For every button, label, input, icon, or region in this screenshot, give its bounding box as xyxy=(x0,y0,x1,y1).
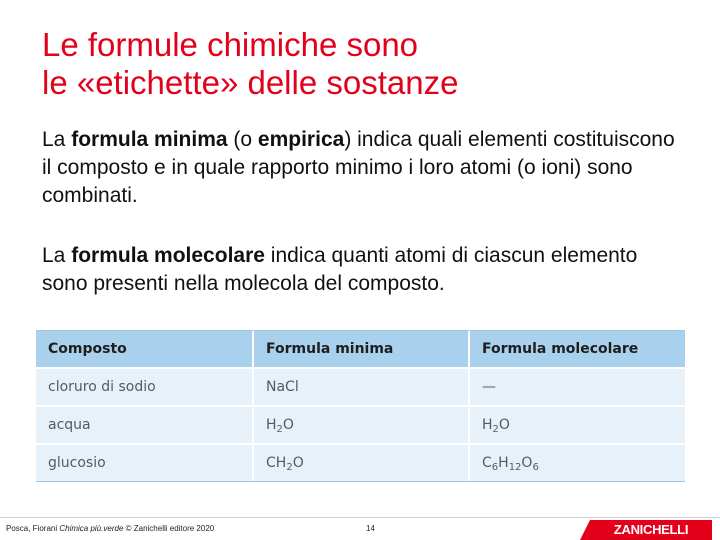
table-row xyxy=(36,367,685,405)
formula-molecolare-cell: — xyxy=(468,367,685,405)
formula-subscript: 2 xyxy=(286,462,293,473)
header-formula-molecolare: Formula molecolare xyxy=(468,331,685,367)
zanichelli-logo: ZANICHELLI xyxy=(590,520,712,540)
p2-pre: La xyxy=(42,244,72,267)
formula-subscript: 2 xyxy=(276,424,283,435)
table-row xyxy=(36,405,685,443)
paragraph-formula-minima xyxy=(42,126,682,210)
slide-title-line-2: le «etichette» delle sostanze xyxy=(42,64,459,101)
formula-molecolare-cell: $H_2O$ xyxy=(468,405,685,443)
compound-cell: acqua xyxy=(36,405,252,443)
formula-table xyxy=(36,330,685,482)
table-header-row xyxy=(36,331,685,367)
page-number: 14 xyxy=(366,524,375,533)
formula-subscript: 12 xyxy=(508,462,522,473)
formula-minima-cell: $H_2O$ xyxy=(252,405,468,443)
header-formula-minima: Formula minima xyxy=(252,331,468,367)
paragraph-formula-molecolare xyxy=(42,242,682,298)
formula-molecolare-cell: $C_6H_{12}O_6$ xyxy=(468,443,685,481)
formula-subscript: 2 xyxy=(492,424,499,435)
formula-minima-cell: NaCl xyxy=(252,367,468,405)
footer-book-title: Chimica più.verde xyxy=(59,524,124,533)
slide-title xyxy=(42,26,458,102)
compound-cell: cloruro di sodio xyxy=(36,367,252,405)
header-composto: Composto xyxy=(36,331,252,367)
table-row xyxy=(36,443,685,481)
footer-authors: Posca, Fiorani xyxy=(6,524,60,533)
footer-publisher: © Zanichelli editore 2020 xyxy=(123,524,215,533)
compound-cell: glucosio xyxy=(36,443,252,481)
formula-subscript: 6 xyxy=(532,462,539,473)
footer-divider xyxy=(0,517,720,518)
p1-post: ) indica quali elementi costituiscono il composto e in quale rapporto minimo i loro atomi (o ioni) sono combinati. xyxy=(42,128,675,207)
slide-title-line-1: Le formule chimiche sono xyxy=(42,26,419,63)
formula-subscript: 6 xyxy=(491,462,499,473)
p1-bold-formula-minima: formula minima xyxy=(71,128,228,151)
p2-bold-formula-molecolare: formula molecolare xyxy=(71,244,265,267)
footer-credit xyxy=(6,524,214,533)
formula-minima-cell: $CH_2O$ xyxy=(252,443,468,481)
p1-bold-empirica: empirica xyxy=(257,128,345,151)
logo-notch xyxy=(580,520,590,540)
p1-mid: (o xyxy=(227,128,258,151)
p2-post: indica quanti atomi di ciascun elemento sono presenti nella molecola del composto. xyxy=(42,244,638,295)
p1-pre: La xyxy=(42,128,72,151)
